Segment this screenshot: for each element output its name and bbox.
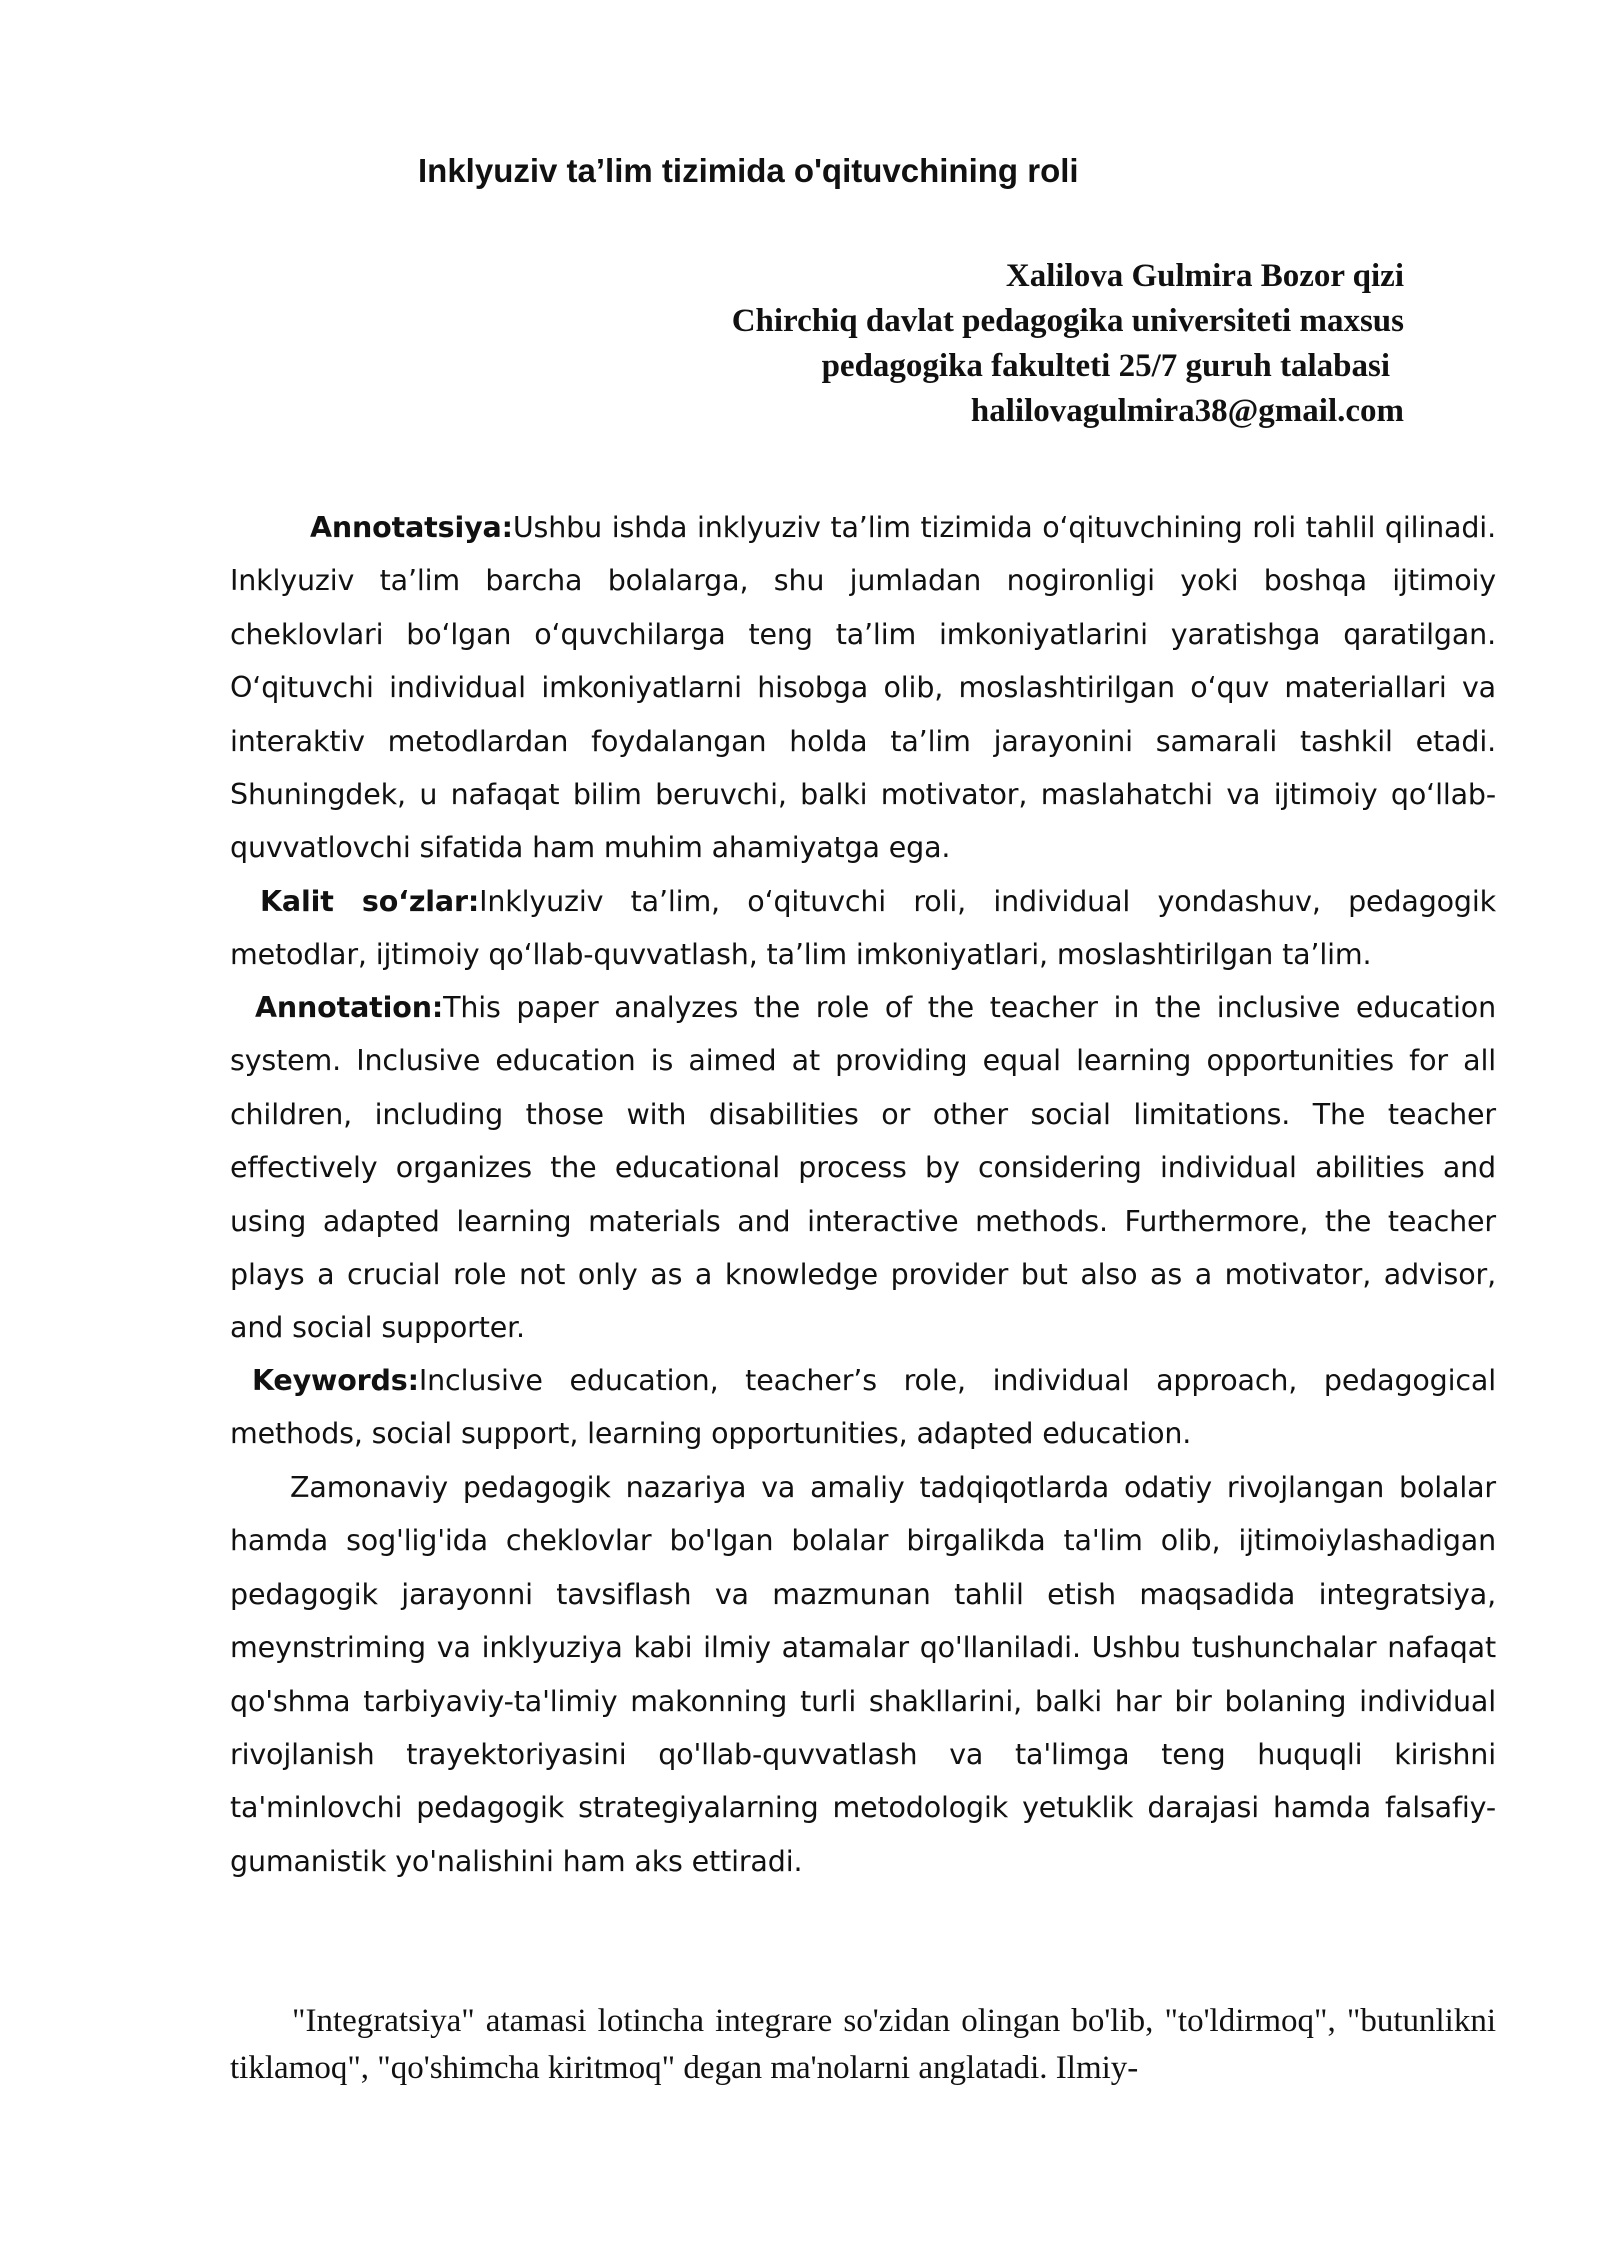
annotation-en-label: Annotation: (255, 991, 444, 1024)
author-email: halilovagulmira38@gmail.com (970, 393, 1404, 429)
body-paragraph-2: "Integratsiya" atamasi lotincha integrare so'zidan olingan bo'lib, "to'ldirmoq", "butunlikni tiklamoq", "qo'shimcha kiritmoq" degan ma'nolarni anglatadi. Ilmiy- (230, 2003, 1496, 2086)
keywords-en-label: Keywords: (252, 1364, 419, 1397)
keywords-en-paragraph (230, 1354, 1496, 1461)
author-affiliation-line2: pedagogika fakulteti 25/7 guruh talabasi (821, 348, 1390, 384)
keywords-en-text: Inclusive education, teacher’s role, individual approach, pedagogical methods, social support, learning opportunities, adapted education. (230, 1364, 1496, 1451)
annotation-en-text: This paper analyzes the role of the teacher in the inclusive education system. Inclusive education is aimed at providing equal learning opportunities for all children, including those with disabilities or other social limitations. The teacher effectively organizes the educational process by considering individual abilities and using adapted learning materials and interactive methods. Furthermore, the teacher plays a crucial role not only as a knowledge provider but also as a motivator, advisor, and social supporter. (230, 991, 1496, 1345)
annotation-uz-label: Annotatsiya: (310, 511, 513, 544)
keywords-uz-text: Inklyuziv ta’lim, o‘qituvchi roli, individual yondashuv, pedagogik metodlar, ijtimoiy qo‘llab-quvvatlash, ta’lim imkoniyatlari, moslashtirilgan ta’lim. (230, 885, 1496, 972)
document-title: Inklyuziv ta’lim tizimida o'qituvchining roli (418, 152, 1079, 189)
author-affiliation-line1: Chirchiq davlat pedagogika universiteti maxsus (731, 303, 1404, 339)
annotation-en-paragraph (230, 981, 1496, 1355)
author-block (504, 254, 1404, 434)
author-name: Xalilova Gulmira Bozor qizi (1005, 258, 1404, 294)
body-paragraph-1: Zamonaviy pedagogik nazariya va amaliy tadqiqotlarda odatiy rivojlangan bolalar hamda sog'lig'ida cheklovlar bo'lgan bolalar birgalikda ta'lim olib, ijtimoiylashadigan pedagogik jarayonni tavsiflash va mazmunan tahlil etish maqsadida integratsiya, meynstriming va inklyuziya kabi ilmiy atamalar qo'llaniladi. Ushbu tushunchalar nafaqat qo'shma tarbiyaviy-ta'limiy makonning turli shakllarini, balki har bir bolaning individual rivojlanish trayektoriyasini qo'llab-quvvatlash va ta'limga teng huquqli kirishni ta'minlovchi pedagogik strategiyalarning metodologik yetuklik darajasi hamda falsafiy-gumanistik yo'nalishini ham aks ettiradi. (230, 1471, 1496, 1878)
keywords-uz-label: Kalit so‘zlar: (260, 885, 480, 918)
keywords-uz-paragraph (230, 875, 1496, 982)
annotation-uz-text: Ushbu ishda inklyuziv ta’lim tizimida o‘qituvchining roli tahlil qilinadi. Inklyuziv ta’lim barcha bolalarga, shu jumladan nogironligi yoki boshqa ijtimoiy cheklovlari bo‘lgan o‘quvchilarga teng ta’lim imkoniyatlarini yaratishga qaratilgan. O‘qituvchi individual imkoniyatlarni hisobga olib, moslashtirilgan o‘quv materiallari va interaktiv metodlardan foydalangan holda ta’lim jarayonini samarali tashkil etadi. Shuningdek, u nafaqat bilim beruvchi, balki motivator, maslahatchi va ijtimoiy qo‘llab-quvvatlovchi sifatida ham muhim ahamiyatga ega. (230, 511, 1496, 865)
annotation-uz-paragraph (230, 501, 1496, 875)
